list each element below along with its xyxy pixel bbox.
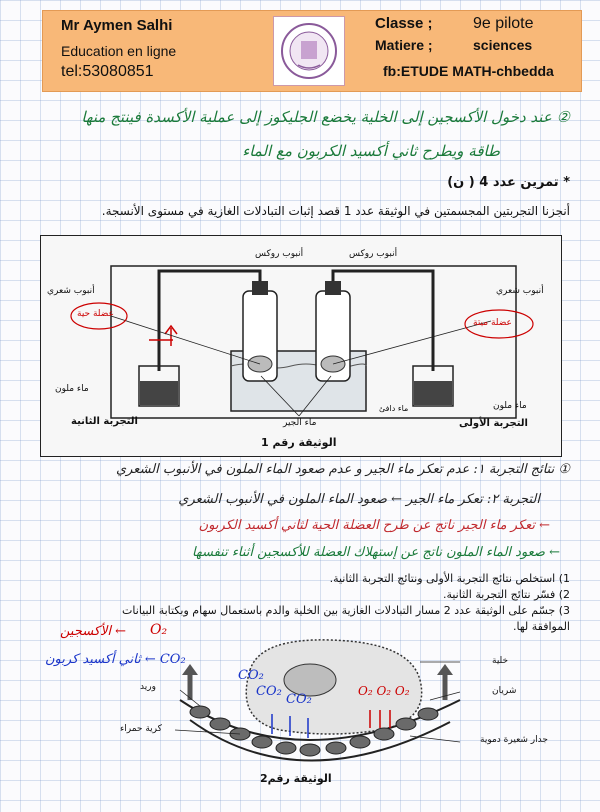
question-3-continued: الموافقة لها.: [513, 620, 570, 633]
annotation-o2-red: O₂: [150, 622, 168, 638]
label-lime-water: ماء الجير: [283, 418, 317, 428]
handwritten-answer-2-line2: طاقة ويطرح ثاني أكسيد الكربون مع الماء: [242, 142, 500, 160]
exercise-title: * تمرين عدد 4 ( ن): [447, 175, 570, 190]
label-dead-muscle: عضلة ميتة: [473, 318, 512, 328]
author-name: Mr Aymen Salhi: [61, 17, 173, 34]
label-artery: شريان: [492, 686, 517, 696]
label-capillary-wall: جدار شعيرة دموية: [480, 735, 548, 745]
subject-label: Matiere ;: [375, 37, 433, 53]
facebook-page: fb:ETUDE MATH-chbedda: [383, 63, 554, 79]
annotation-co2-arabic: CO₂ ← ثاني أكسيد كربون: [45, 652, 186, 667]
label-capillary-right: أنبوب شعري: [496, 286, 544, 296]
label-red-blood-cell: كرية حمراء: [120, 724, 162, 734]
document-1-figure: [40, 235, 562, 457]
label-roux-tube-left: أنبوب روكس: [255, 249, 304, 259]
handwritten-answer-1-line3: ← تعكر ماء الجير ناتج عن طرح العضلة الحية لثاني أكسيد الكربون: [198, 518, 550, 533]
logo-seal-icon: [278, 21, 340, 81]
annotation-co2-inside-2: CO₂: [256, 684, 282, 699]
annotation-oxygen-arabic: ← الأكسجين: [60, 624, 127, 639]
question-1: 1) استخلص نتائج التجربة الأولى ونتائج التجربة الثانية.: [329, 572, 570, 585]
label-colored-water-right: ماء ملون: [493, 401, 527, 411]
handwritten-answer-1-line4: ← صعود الماء الملون ناتج عن إستهلاك العضلة للأكسجين أثناء تنفسها: [192, 545, 560, 560]
label-roux-tube-right: أنبوب روكس: [349, 249, 398, 259]
label-experiment-2: التجربة الثانية: [71, 416, 138, 427]
label-vein: وريد: [140, 682, 156, 692]
document-1-caption: الوثيقة رقم 1: [261, 436, 337, 449]
handwritten-answer-1-line2: التجربة ٢: تعكر ماء الجير ← صعود الماء الملون في الأنبوب الشعري: [178, 492, 540, 507]
handwritten-answer-1-line1: ① نتائج التجربة ١: عدم تعكر ماء الجير و عدم صعود الماء الملون في الأنبوب الشعري: [115, 462, 570, 477]
class-label: Classe ;: [375, 15, 433, 32]
class-value: 9e pilote: [473, 15, 534, 32]
handwritten-answer-2-line1: ② عند دخول الأكسجين إلى الخلية يخضع الجليكوز إلى عملية الأكسدة فينتج منها: [81, 108, 570, 126]
label-colored-water-left: ماء ملون: [55, 384, 89, 394]
label-cell: خلية: [492, 656, 509, 666]
document-2-caption: الوثيقة رقم2: [260, 772, 332, 785]
phone-number: tel:53080851: [61, 63, 154, 80]
annotation-co2-inside-1: CO₂: [238, 668, 264, 683]
annotation-co2-inside-3: CO₂: [286, 692, 312, 707]
label-experiment-1: التجربة الأولى: [459, 418, 528, 429]
subject-value: sciences: [473, 37, 533, 53]
header-banner: [42, 10, 582, 92]
question-3: 3) جسّم على الوثيقة عدد 2 مسار التبادلات الغازية بين الخلية والدم باستعمال سهام وبكتابة البيانات: [122, 604, 570, 617]
header-subtitle: Education en ligne: [61, 43, 177, 59]
label-capillary-left: أنبوب شعري: [47, 286, 95, 296]
school-logo: [273, 16, 345, 86]
label-live-muscle: عضلة حية: [77, 309, 114, 319]
annotation-o2-red-cluster: O₂ O₂ O₂: [358, 684, 410, 698]
exercise-intro: أنجزنا التجربتين المجسمتين في الوثيقة عدد 1 قصد إثبات التبادلات الغازية في مستوى الأنسجة.: [101, 204, 570, 218]
question-2: 2) فسّر نتائج التجربة الثانية.: [442, 588, 570, 601]
label-warm-water: ماء دافئ: [379, 404, 409, 413]
